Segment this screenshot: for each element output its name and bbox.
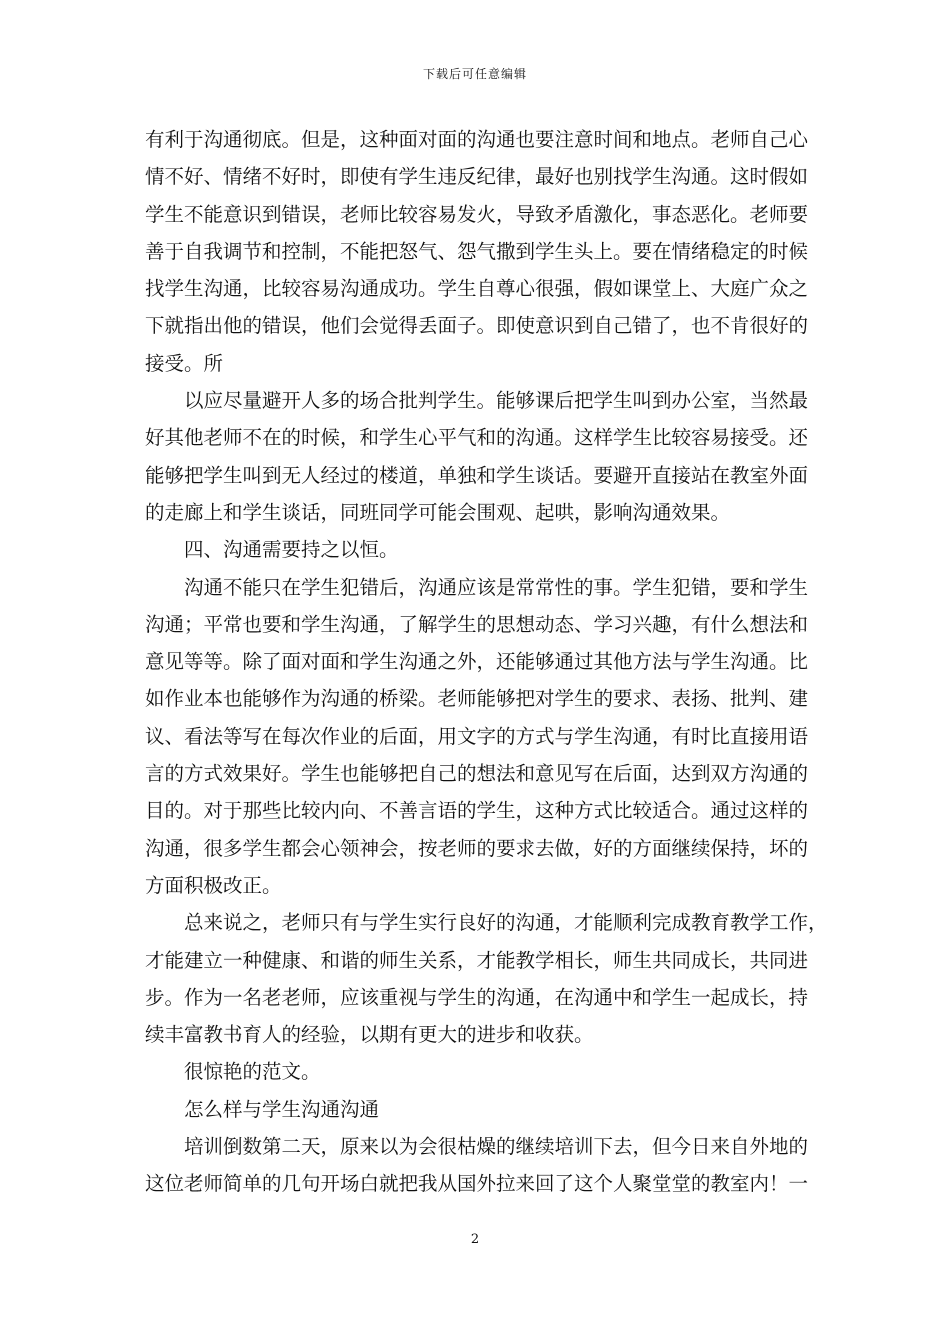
paragraph-start-line: 培训倒数第二天，原来以为会很枯燥的继续培训下去，但今日来自外地的 — [184, 1135, 809, 1159]
article-title: 怎么样与学生沟通沟通 — [184, 1097, 380, 1121]
text-line: 言的方式效果好。学生也能够把自己的想法和意见写在后面，达到双方沟通的 — [145, 762, 809, 786]
text-line: 接受。所 — [145, 351, 224, 375]
paragraph-start-line: 以应尽量避开人多的场合批判学生。能够课后把学生叫到办公室，当然最 — [184, 389, 809, 413]
page-header: 下载后可任意编辑 — [422, 67, 527, 81]
text-line: 能够把学生叫到无人经过的楼道，单独和学生谈话。要避开直接站在教室外面 — [145, 463, 809, 487]
text-line: 好其他老师不在的时候，和学生心平气和的沟通。这样学生比较容易接受。还 — [145, 426, 809, 450]
page-number: 2 — [470, 1232, 480, 1247]
text-line: 如作业本也能够作为沟通的桥梁。老师能够把对学生的要求、表扬、批判、建 — [145, 687, 809, 711]
text-line: 情不好、情绪不好时，即使有学生违反纪律，最好也别找学生沟通。这时假如 — [145, 165, 809, 189]
text-line: 步。作为一名老老师，应该重视与学生的沟通，在沟通中和学生一起成长，持 — [145, 985, 809, 1009]
text-line: 这位老师简单的几句开场白就把我从国外拉来回了这个人聚堂堂的教室内！一 — [145, 1172, 809, 1196]
text-line: 续丰富教书育人的经验，以期有更大的进步和收获。 — [145, 1023, 594, 1047]
paragraph-start-line: 总来说之，老师只有与学生实行良好的沟通，才能顺利完成教育教学工作， — [184, 911, 828, 935]
text-line: 学生不能意识到错误，老师比较容易发火，导致矛盾激化，事态恶化。老师要 — [145, 202, 809, 226]
text-line: 下就指出他的错误，他们会觉得丢面子。即使意识到自己错了，也不肯很好的 — [145, 314, 809, 338]
paragraph-start-line: 沟通不能只在学生犯错后，沟通应该是常常性的事。学生犯错，要和学生 — [184, 575, 809, 599]
text-line: 有利于沟通彻底。但是，这种面对面的沟通也要注意时间和地点。老师自己心 — [145, 128, 809, 151]
text-line: 的走廊上和学生谈话，同班同学可能会围观、起哄，影响沟通效果。 — [145, 500, 731, 524]
text-line: 善于自我调节和控制，不能把怒气、怨气撒到学生头上。要在情绪稳定的时候 — [145, 239, 809, 263]
text-line: 方面积极改正。 — [145, 873, 282, 897]
text-line: 沟通；平常也要和学生沟通，了解学生的思想动态、学习兴趣，有什么想法和 — [145, 612, 809, 636]
text-line: 意见等等。除了面对面和学生沟通之外，还能够通过其他方法与学生沟通。比 — [145, 650, 809, 674]
section-heading: 四、沟通需要持之以恒。 — [184, 538, 399, 562]
text-line: 议、看法等写在每次作业的后面，用文字的方式与学生沟通，有时比直接用语 — [145, 724, 809, 748]
text-line: 才能建立一种健康、和谐的师生关系，才能教学相长，师生共同成长，共同进 — [145, 948, 809, 972]
text-line: 找学生沟通，比较容易沟通成功。学生自尊心很强，假如课堂上、大庭广众之 — [145, 277, 809, 301]
document-body — [145, 121, 828, 1203]
text-line: 目的。对于那些比较内向、不善言语的学生，这种方式比较适合。通过这样的 — [145, 799, 809, 823]
text-line: 沟通，很多学生都会心领神会，按老师的要求去做，好的方面继续保持，坏的 — [145, 836, 809, 860]
short-paragraph: 很惊艳的范文。 — [184, 1060, 321, 1084]
